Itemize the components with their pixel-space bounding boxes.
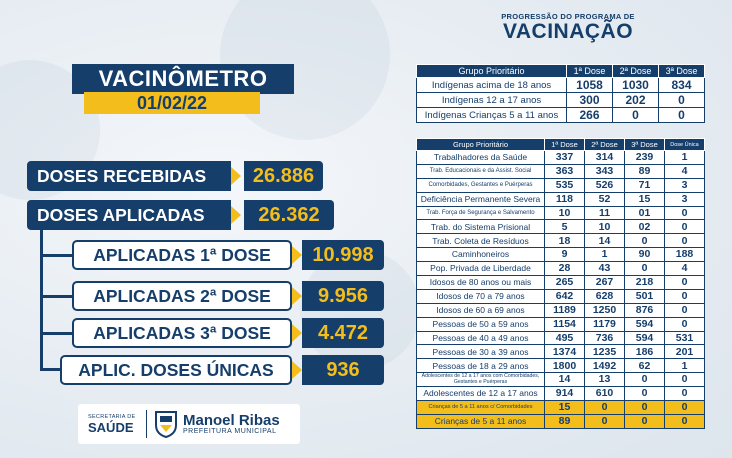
table-header: 3ª Dose xyxy=(659,65,705,78)
table-row xyxy=(417,78,705,93)
dose-value-cell: 1030 xyxy=(613,78,659,93)
dose-value-cell: 0 xyxy=(665,234,705,248)
table-row xyxy=(417,387,705,401)
dose-value-cell: 642 xyxy=(545,289,585,303)
dose-value-cell: 914 xyxy=(545,387,585,401)
table-row xyxy=(417,345,705,359)
dose-value-cell: 71 xyxy=(625,178,665,192)
table-row xyxy=(417,234,705,248)
dose-value-cell: 495 xyxy=(545,331,585,345)
dose-value-cell: 28 xyxy=(545,262,585,276)
group-name-cell: Trab. Educacionais e da Assist. Social xyxy=(417,164,545,178)
dose-value-cell: 3 xyxy=(665,178,705,192)
dose-value-cell: 1058 xyxy=(567,78,613,93)
dose-value-cell: 0 xyxy=(625,262,665,276)
dose-value-cell: 10 xyxy=(585,220,625,234)
arrow-icon xyxy=(292,361,302,379)
group-name-cell: Trab. Coleta de Resíduos xyxy=(417,234,545,248)
table-row xyxy=(417,206,705,220)
group-name-cell: Adolescentes de 12 a 17 anos com Comorbidades, Gestantes e Puérperas xyxy=(417,373,545,387)
dose-value-cell: 834 xyxy=(659,78,705,93)
dose-value-cell: 0 xyxy=(665,276,705,290)
table-row xyxy=(417,331,705,345)
dose-value-cell: 300 xyxy=(567,93,613,108)
group-name-cell: Indígenas 12 a 17 anos xyxy=(417,93,567,108)
secretaria-small-text: SECRETARIA DE xyxy=(88,414,136,421)
dose-value-cell: 0 xyxy=(665,401,705,415)
dose-value-cell: 5 xyxy=(545,220,585,234)
group-name-cell: Indígenas Crianças 5 a 11 anos xyxy=(417,108,567,123)
logos-footer xyxy=(78,404,300,444)
dose-value-cell: 526 xyxy=(585,178,625,192)
arrow-icon xyxy=(231,167,241,185)
dose-value-cell: 0 xyxy=(665,373,705,387)
city-name: Manoel Ribas xyxy=(183,412,280,429)
dose-value-cell: 218 xyxy=(625,276,665,290)
dose-value-cell: 1 xyxy=(665,359,705,373)
aplicadas-3-dose-value: 4.472 xyxy=(302,318,384,348)
dose-value-cell: 118 xyxy=(545,192,585,206)
group-name-cell: Pessoas de 30 a 39 anos xyxy=(417,345,545,359)
dose-value-cell: 201 xyxy=(665,345,705,359)
dose-value-cell: 89 xyxy=(625,164,665,178)
dose-value-cell: 266 xyxy=(567,108,613,123)
table-row xyxy=(417,289,705,303)
priority-groups-table xyxy=(416,138,705,429)
doses-aplicadas-value: 26.362 xyxy=(244,200,334,230)
table-header: Grupo Prioritário xyxy=(417,65,567,78)
dose-value-cell: 0 xyxy=(665,220,705,234)
dose-value-cell: 202 xyxy=(613,93,659,108)
table-header: Grupo Prioritário xyxy=(417,139,545,151)
doses-aplicadas-label: DOSES APLICADAS xyxy=(27,200,231,230)
group-name-cell: Caminhoneiros xyxy=(417,248,545,262)
table-row xyxy=(417,248,705,262)
dose-value-cell: 02 xyxy=(625,220,665,234)
dose-value-cell: 14 xyxy=(545,373,585,387)
table-row xyxy=(417,262,705,276)
dose-value-cell: 0 xyxy=(659,93,705,108)
secretaria-saude-logo xyxy=(78,414,146,433)
dose-value-cell: 11 xyxy=(585,206,625,220)
dose-value-cell: 0 xyxy=(625,234,665,248)
dose-value-cell: 501 xyxy=(625,289,665,303)
table-row xyxy=(417,414,705,428)
group-name-cell: Comorbidades, Gestantes e Puérperas xyxy=(417,178,545,192)
dose-value-cell: 188 xyxy=(665,248,705,262)
doses-unicas-value: 936 xyxy=(302,355,384,385)
dose-value-cell: 314 xyxy=(585,151,625,165)
group-name-cell: Trab. do Sistema Prisional xyxy=(417,220,545,234)
dose-value-cell: 1492 xyxy=(585,359,625,373)
secretaria-big-text: SAÚDE xyxy=(88,419,134,435)
dose-value-cell: 43 xyxy=(585,262,625,276)
table-row xyxy=(417,373,705,387)
dose-value-cell: 62 xyxy=(625,359,665,373)
table-header: 1ª Dose xyxy=(567,65,613,78)
dose-value-cell: 1800 xyxy=(545,359,585,373)
city-subtitle: PREFEITURA MUNICIPAL xyxy=(183,428,277,435)
dose-value-cell: 343 xyxy=(585,164,625,178)
dose-value-cell: 594 xyxy=(625,317,665,331)
table-row xyxy=(417,164,705,178)
dose-value-cell: 0 xyxy=(585,401,625,415)
table-row xyxy=(417,192,705,206)
group-name-cell: Idosos de 60 a 69 anos xyxy=(417,303,545,317)
dose-value-cell: 0 xyxy=(665,289,705,303)
table-row xyxy=(417,401,705,415)
table-row xyxy=(417,220,705,234)
table-header: Dose Única xyxy=(665,139,705,151)
table-row xyxy=(417,303,705,317)
dose-value-cell: 610 xyxy=(585,387,625,401)
aplicadas-1-dose-label: APLICADAS 1ª DOSE xyxy=(72,240,292,270)
dose-value-cell: 186 xyxy=(625,345,665,359)
dose-value-cell: 1235 xyxy=(585,345,625,359)
table-row xyxy=(417,151,705,165)
aplicadas-2-dose-value: 9.956 xyxy=(302,281,384,311)
group-name-cell: Trab. Força de Segurança e Salvamento xyxy=(417,206,545,220)
arrow-icon xyxy=(231,206,241,224)
group-name-cell: Adolescentes de 12 a 17 anos xyxy=(417,387,545,401)
dose-value-cell: 265 xyxy=(545,276,585,290)
table-header: 2ª Dose xyxy=(585,139,625,151)
table-header: 1ª Dose xyxy=(545,139,585,151)
dose-value-cell: 13 xyxy=(585,373,625,387)
dose-value-cell: 0 xyxy=(625,387,665,401)
dose-value-cell: 0 xyxy=(585,414,625,428)
tree-connector xyxy=(40,332,72,335)
arrow-icon xyxy=(292,246,302,264)
tree-connector xyxy=(40,254,72,257)
dose-value-cell: 10 xyxy=(545,206,585,220)
aplicadas-1-dose-value: 10.998 xyxy=(302,240,384,270)
group-name-cell: Idosos de 80 anos ou mais xyxy=(417,276,545,290)
dose-value-cell: 0 xyxy=(625,401,665,415)
table-row xyxy=(417,178,705,192)
dose-value-cell: 01 xyxy=(625,206,665,220)
arrow-icon xyxy=(292,287,302,305)
dose-value-cell: 535 xyxy=(545,178,585,192)
dose-value-cell: 0 xyxy=(665,206,705,220)
tree-connector xyxy=(40,229,43,369)
dose-value-cell: 15 xyxy=(625,192,665,206)
dose-value-cell: 89 xyxy=(545,414,585,428)
dose-value-cell: 1250 xyxy=(585,303,625,317)
dose-value-cell: 0 xyxy=(659,108,705,123)
dose-value-cell: 0 xyxy=(665,414,705,428)
group-name-cell: Pessoas de 18 a 29 anos xyxy=(417,359,545,373)
logo-divider xyxy=(146,410,147,438)
table-row xyxy=(417,108,705,123)
dose-value-cell: 267 xyxy=(585,276,625,290)
dose-value-cell: 1189 xyxy=(545,303,585,317)
dose-value-cell: 594 xyxy=(625,331,665,345)
dose-value-cell: 0 xyxy=(665,317,705,331)
tree-connector xyxy=(40,295,72,298)
dose-value-cell: 9 xyxy=(545,248,585,262)
table-header: 2ª Dose xyxy=(613,65,659,78)
dose-value-cell: 1179 xyxy=(585,317,625,331)
program-title: VACINAÇÃO xyxy=(502,20,634,43)
group-name-cell: Indígenas acima de 18 anos xyxy=(417,78,567,93)
group-name-cell: Pop. Privada de Liberdade xyxy=(417,262,545,276)
dose-value-cell: 0 xyxy=(625,373,665,387)
dose-value-cell: 14 xyxy=(585,234,625,248)
dose-value-cell: 628 xyxy=(585,289,625,303)
dose-value-cell: 1374 xyxy=(545,345,585,359)
dose-value-cell: 0 xyxy=(613,108,659,123)
group-name-cell: Trabalhadores da Saúde xyxy=(417,151,545,165)
group-name-cell: Pessoas de 50 a 59 anos xyxy=(417,317,545,331)
aplicadas-2-dose-label: APLICADAS 2ª DOSE xyxy=(72,281,292,311)
group-name-cell: Idosos de 70 a 79 anos xyxy=(417,289,545,303)
dose-value-cell: 15 xyxy=(545,401,585,415)
dose-value-cell: 18 xyxy=(545,234,585,248)
table-row xyxy=(417,276,705,290)
doses-unicas-label: APLIC. DOSES ÚNICAS xyxy=(60,355,292,385)
dose-value-cell: 0 xyxy=(665,387,705,401)
dose-value-cell: 1154 xyxy=(545,317,585,331)
group-name-cell: Pessoas de 40 a 49 anos xyxy=(417,331,545,345)
dose-value-cell: 363 xyxy=(545,164,585,178)
dose-value-cell: 0 xyxy=(625,414,665,428)
doses-recebidas-label: DOSES RECEBIDAS xyxy=(27,161,231,191)
group-name-cell: Deficiência Permanente Severa xyxy=(417,192,545,206)
indigenous-vaccination-table xyxy=(416,64,705,123)
city-crest-icon xyxy=(153,409,179,439)
table-row xyxy=(417,93,705,108)
dose-value-cell: 736 xyxy=(585,331,625,345)
dose-value-cell: 52 xyxy=(585,192,625,206)
group-name-cell: Crianças de 5 a 11 anos xyxy=(417,414,545,428)
dose-value-cell: 876 xyxy=(625,303,665,317)
dose-value-cell: 239 xyxy=(625,151,665,165)
dose-value-cell: 4 xyxy=(665,164,705,178)
dose-value-cell: 531 xyxy=(665,331,705,345)
table-row xyxy=(417,359,705,373)
dose-value-cell: 1 xyxy=(585,248,625,262)
date-badge: 01/02/22 xyxy=(84,92,260,114)
table-header: 3ª Dose xyxy=(625,139,665,151)
arrow-icon xyxy=(292,324,302,342)
aplicadas-3-dose-label: APLICADAS 3ª DOSE xyxy=(72,318,292,348)
doses-recebidas-value: 26.886 xyxy=(244,161,323,191)
page-title: VACINÔMETRO xyxy=(72,64,294,94)
dose-value-cell: 90 xyxy=(625,248,665,262)
dose-value-cell: 337 xyxy=(545,151,585,165)
dose-value-cell: 0 xyxy=(665,303,705,317)
dose-value-cell: 1 xyxy=(665,151,705,165)
program-subtitle: PROGRESSÃO DO PROGRAMA DE xyxy=(501,12,635,21)
dose-value-cell: 3 xyxy=(665,192,705,206)
group-name-cell: Crianças de 5 a 11 anos c/ Comorbidades xyxy=(417,401,545,415)
dose-value-cell: 4 xyxy=(665,262,705,276)
table-row xyxy=(417,317,705,331)
